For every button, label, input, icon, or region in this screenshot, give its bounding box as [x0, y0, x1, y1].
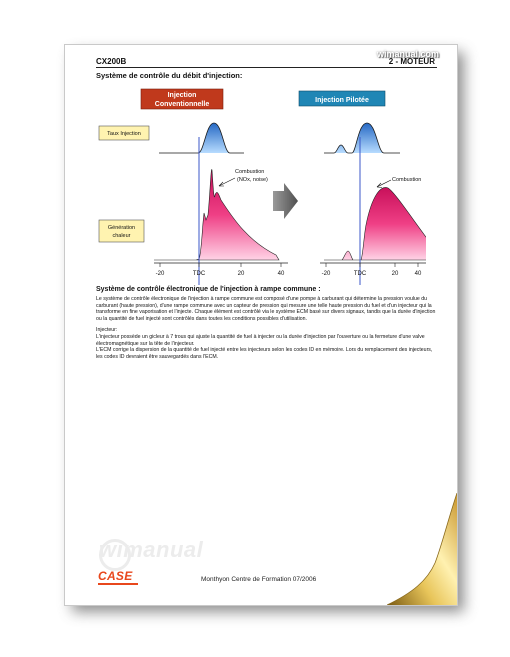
- right-tick-3: 20: [391, 271, 399, 277]
- left-tick-2: TDC: [192, 271, 206, 277]
- piloted-heat-curve: [324, 187, 426, 260]
- watermark-top: wimanual.com: [377, 49, 440, 59]
- combustion-left-label-1: Combustion: [235, 169, 265, 175]
- conventional-graph: [154, 123, 288, 285]
- page-curl: [387, 493, 457, 605]
- piloted-injection-curve: [324, 123, 400, 153]
- left-tick-3: 20: [237, 271, 245, 277]
- combustion-left-label-2: (NOx, noise): [237, 177, 268, 183]
- heat-label-1: Génération: [107, 225, 136, 231]
- left-tick-4: 40: [277, 271, 285, 277]
- manual-page: [64, 44, 458, 606]
- left-tick-1: -20: [155, 271, 165, 277]
- section-title: Système de contrôle électronique de l'injection à rampe commune :: [96, 286, 321, 293]
- header-model: CX200B: [96, 57, 127, 66]
- conventional-heat-curve: [154, 169, 279, 260]
- case-logo-underline: [98, 583, 138, 585]
- conventional-title-box: [141, 89, 223, 109]
- header-rule: [96, 67, 437, 68]
- paragraph-injector: L'injecteur possède un gicleur à 7 trous qui ajuste la quantité de fuel à injecter ou la durée d'injection par l'ouverture ou la fermeture d'une valve électromagnétique sur la tête de l'injecteur.: [96, 333, 425, 347]
- case-logo: CASE: [98, 569, 133, 583]
- piloted-label: Injection Pilotée: [315, 97, 369, 104]
- paragraph-system: Le système de contrôle électronique de l'injection à rampe commune est composé d'une pompe à carburant qui détermine la pression voulue du carburant (haute pression), d'une rampe commune avec un capteur de pression qui mesure une telle haute pression du fuel et d'un injecteur qui la transforme en fine vaporisation et l'injecte. Chaque élément est contrôlé via le système ECM basé sur divers signaux, tandis que la durée d'injection ou la quantité de fuel injecté sont contrôlés dans toutes les conditions possibles d'utilisation.: [96, 296, 436, 322]
- watermark-bottom: wimanual: [99, 537, 204, 562]
- paragraph-ecm: L'ECM corrige la dispersion de la quantité de fuel injecté entre les injecteurs selon les codes ID en mémoire. Lors du remplacement des injecteurs, les codes ID devraient être sauvegardés dans l'ECM.: [96, 347, 433, 360]
- injection-diagram: [96, 85, 426, 285]
- page-title: Système de contrôle du débit d'injection:: [96, 71, 243, 80]
- header-section: 2 - MOTEUR: [388, 57, 435, 66]
- conventional-label-2: Conventionnelle: [154, 101, 210, 108]
- rate-label: Taux Injection: [107, 131, 141, 137]
- conventional-label-1: Injection: [167, 92, 197, 99]
- right-tick-4: 40: [414, 271, 422, 277]
- injector-heading: Injecteur:: [96, 327, 118, 334]
- rate-label-box: [99, 126, 149, 140]
- right-tick-2: TDC: [353, 271, 367, 277]
- combustion-right-label: Combustion: [392, 177, 422, 183]
- page-footer: Monthyon Centre de Formation 07/2006: [201, 576, 317, 583]
- heat-label-box: [99, 220, 144, 242]
- piloted-graph: [320, 123, 426, 285]
- conventional-injection-curve: [159, 123, 244, 153]
- piloted-title-box: [299, 91, 385, 106]
- right-tick-1: -20: [321, 271, 331, 277]
- heat-label-2: chaleur: [112, 233, 131, 239]
- transition-arrow: [273, 183, 298, 219]
- rail-injection-section: [96, 285, 436, 360]
